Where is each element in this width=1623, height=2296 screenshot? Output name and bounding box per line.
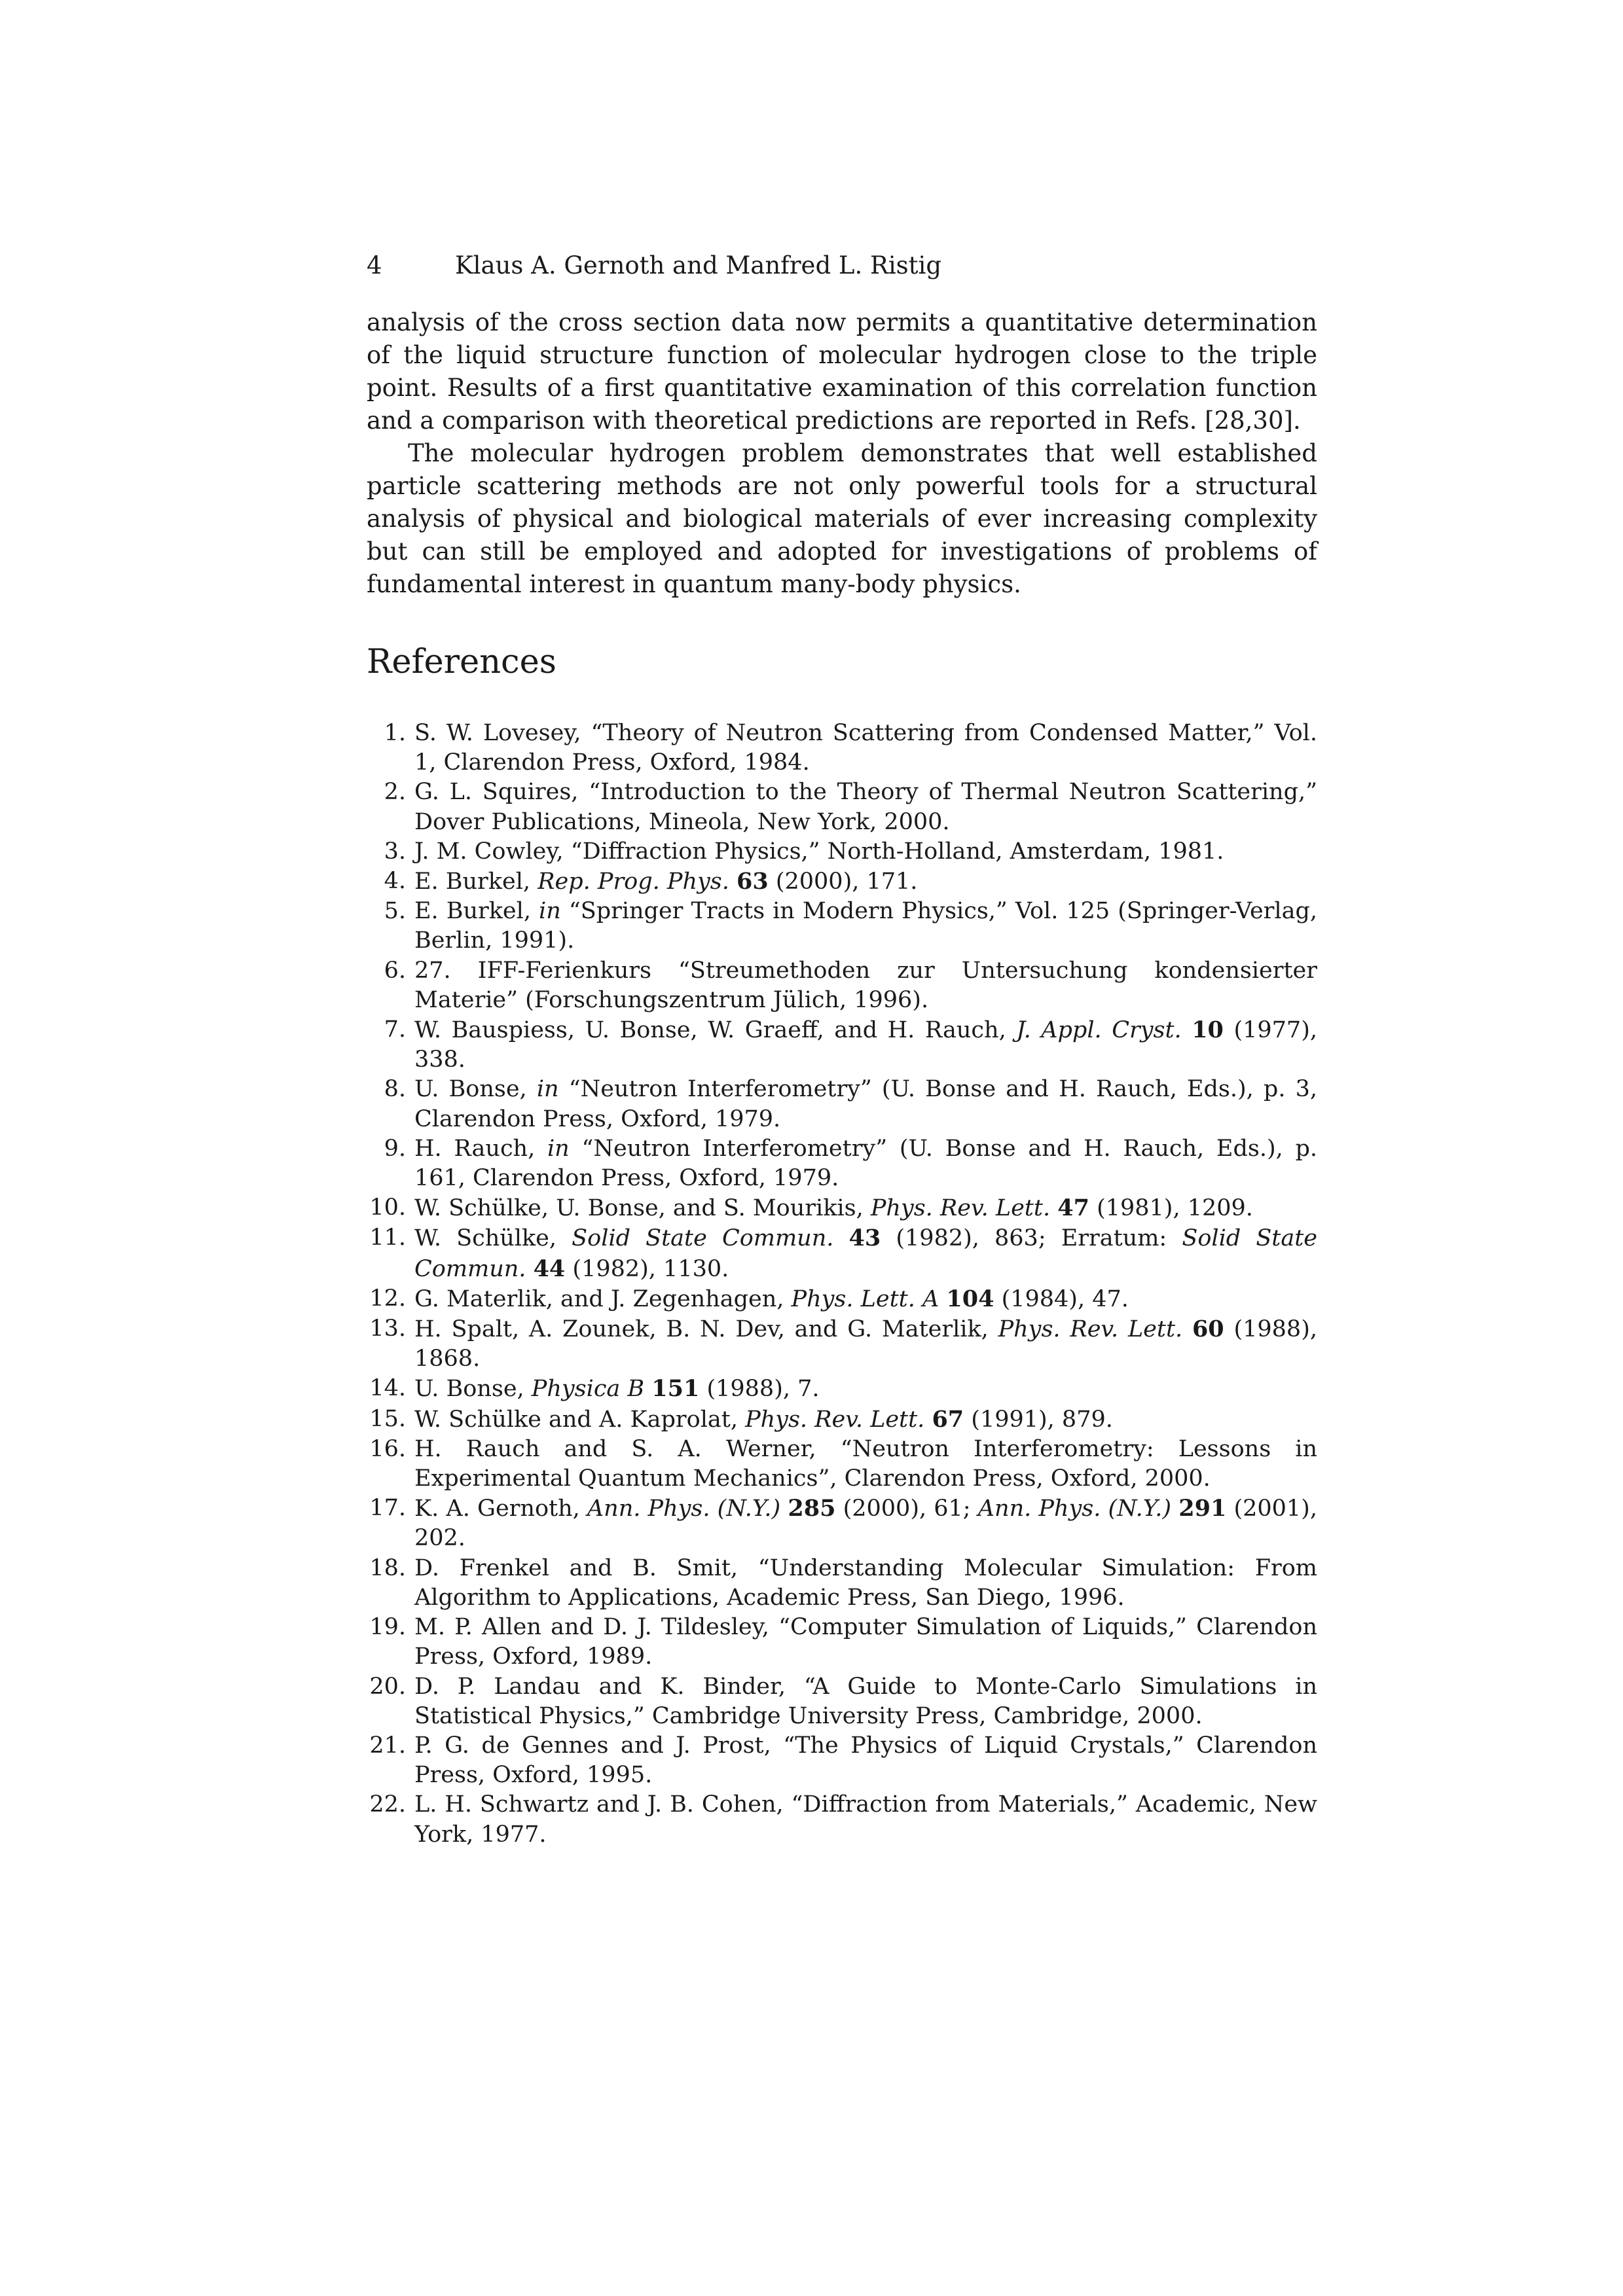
reference-number: 3. [384,838,406,865]
reference-text: (1988), 7. [699,1376,820,1403]
reference-text: E. Burkel, [414,898,539,925]
reference-volume: 10 [1192,1016,1224,1044]
reference-number: 1. [384,720,406,746]
reference-text: (1984), 47. [994,1285,1129,1312]
reference-text: (1991), 879. [964,1406,1113,1433]
reference-item [367,719,1317,778]
reference-volume: 104 [946,1285,994,1312]
reference-italic-text: Physica B [531,1376,645,1403]
reference-volume: 151 [651,1375,700,1403]
reference-item [367,1554,1317,1613]
reference-italic-text: J. Appl. Cryst. [1016,1017,1182,1044]
reference-italic-text: Solid State Commun. [572,1225,834,1252]
reference-number: 22. [369,1791,406,1818]
reference-number: 11. [369,1225,406,1251]
reference-number: 18. [369,1554,406,1581]
reference-item [367,897,1317,956]
reference-italic-text: in [536,1076,559,1103]
reference-text: H. Spalt, A. Zounek, B. N. Dev, and G. Materlik, [414,1316,998,1343]
reference-volume: 44 [533,1255,566,1282]
running-header [367,251,941,280]
reference-italic-text: Phys. Lett. A [791,1285,939,1312]
body-paragraph: The molecular hydrogen problem demonstrates that well established particle scattering methods are not only powerful tools for a structural analysis of physical and biological materials of ever increasing complexity but can still be employed and adopted for investigations of problems of fundamental interest in quantum many-body physics. [367,439,1317,598]
reference-text [833,1225,848,1251]
reference-text: “Neutron Interferometry” (U. Bonse and H. Rauch, Eds.), p. 3, Clarendon Press, Oxford, 1979. [414,1076,1317,1132]
reference-text [924,1407,932,1433]
reference-number: 19. [369,1614,406,1641]
reference-text [1182,1316,1192,1342]
reference-text: (2001), 202. [414,1496,1317,1552]
reference-text: (2000), 171. [768,869,918,895]
references-list [367,719,1317,1850]
reference-number: 7. [384,1016,406,1043]
reference-number: 17. [369,1495,406,1522]
reference-number: 14. [369,1375,406,1402]
reference-text: U. Bonse, [414,1076,537,1103]
reference-number: 13. [369,1316,406,1342]
reference-item [367,1075,1317,1134]
reference-item [367,837,1317,867]
reference-item [367,1193,1317,1223]
reference-italic-text: Ann. Phys. (N.Y.) [587,1496,781,1522]
reference-text: P. G. de Gennes and J. Prost, “The Physics of Liquid Crystals,” Clarendon Press, Oxford, 1995. [414,1732,1317,1789]
reference-volume: 291 [1178,1495,1227,1522]
reference-item [367,1284,1317,1314]
reference-text: J. M. Cowley, “Diffraction Physics,” North-Holland, Amsterdam, 1981. [414,838,1224,865]
reference-italic-text: Rep. Prog. Phys. [538,869,729,895]
reference-text: (1977), 338. [414,1017,1317,1073]
reference-text [1182,1017,1192,1043]
reference-volume: 285 [788,1495,836,1522]
reference-text: (1981), 1209. [1089,1195,1253,1222]
reference-text: D. P. Landau and K. Binder, “A Guide to Monte-Carlo Simulations in Statistical Physics,” Cambridge University Press, Cambridge, 2000. [414,1673,1317,1729]
reference-text: G. L. Squires, “Introduction to the Theory of Thermal Neutron Scattering,” Dover Publications, Mineola, New York, 2000. [414,779,1317,835]
reference-item [367,956,1317,1015]
reference-text: (1988), 1868. [414,1316,1317,1372]
reference-italic-text: Phys. Rev. Lett. [998,1316,1183,1343]
reference-text [729,869,737,895]
body-paragraph: analysis of the cross section data now permits a quantitative determination of the liquid structure function of molecular hydrogen close to the triple point. Results of a first quantitative examination of this correlation function and a comparison with theoretical predictions are reported in Refs. [28,30]. [367,308,1317,435]
reference-item [367,1134,1317,1193]
reference-number: 15. [369,1405,406,1432]
reference-text: U. Bonse, [414,1376,532,1403]
body-text [367,306,1317,601]
reference-volume: 60 [1192,1316,1224,1343]
reference-text: L. H. Schwartz and J. B. Cohen, “Diffraction from Materials,” Academic, New York, 1977. [414,1791,1317,1848]
reference-text: 27. IFF-Ferienkurs “Streumethoden zur Untersuchung kondensierter Materie” (Forschungszentrum Jülich, 1996). [414,957,1317,1013]
reference-volume: 63 [737,868,769,895]
reference-item [367,778,1317,836]
reference-italic-text: in [547,1135,570,1162]
reference-text: S. W. Lovesey, “Theory of Neutron Scattering from Condensed Matter,” Vol. 1, Clarendon Press, Oxford, 1984. [414,720,1317,776]
reference-text: E. Burkel, [414,869,538,895]
reference-text [526,1256,533,1282]
references-heading: References [367,643,556,681]
page-number: 4 [367,251,382,279]
reference-number: 20. [369,1673,406,1700]
reference-number: 21. [369,1732,406,1759]
reference-item [367,1494,1317,1553]
reference-text [644,1376,651,1402]
reference-text [1171,1496,1178,1522]
reference-number: 5. [384,898,406,925]
reference-text: (1982), 1130. [565,1255,729,1282]
reference-italic-text: Solid State Commun. [414,1225,1318,1282]
reference-text: G. Materlik, and J. Zegenhagen, [414,1285,792,1312]
reference-text: D. Frenkel and B. Smit, “Understanding Molecular Simulation: From Algorithm to Applications, Academic Press, San Diego, 1996. [414,1554,1317,1611]
reference-item [367,1613,1317,1672]
reference-text: “Springer Tracts in Modern Physics,” Vol. 125 (Springer-Verlag, Berlin, 1991). [414,898,1317,954]
reference-item [367,1374,1317,1404]
reference-text: W. Schülke, U. Bonse, and S. Mourikis, [414,1195,871,1222]
reference-text: “Neutron Interferometry” (U. Bonse and H. Rauch, Eds.), p. 161, Clarendon Press, Oxford, 1979. [414,1135,1317,1192]
reference-number: 4. [384,868,406,895]
reference-text: K. A. Gernoth, [414,1496,587,1522]
reference-text: M. P. Allen and D. J. Tildesley, “Computer Simulation of Liquids,” Clarendon Press, Oxford, 1989. [414,1614,1317,1670]
reference-number: 9. [384,1135,406,1162]
reference-number: 12. [369,1285,406,1312]
reference-number: 16. [369,1435,406,1462]
reference-number: 2. [384,779,406,806]
reference-text [1050,1195,1057,1221]
reference-text: (1982), 863; Erratum: [881,1225,1182,1252]
reference-item [367,1223,1317,1283]
reference-number: 10. [369,1194,406,1221]
reference-text [780,1496,788,1522]
reference-italic-text: in [539,898,561,925]
reference-text: H. Rauch and S. A. Werner, “Neutron Interferometry: Lessons in Experimental Quantum Mechanics”, Clarendon Press, Oxford, 2000. [414,1435,1317,1492]
reference-item [367,867,1317,897]
reference-volume: 67 [932,1405,964,1433]
reference-italic-text: Ann. Phys. (N.Y.) [977,1496,1172,1522]
reference-text: W. Bauspiess, U. Bonse, W. Graeff, and H. Rauch, [414,1017,1017,1044]
reference-number: 6. [384,957,406,984]
reference-item [367,1731,1317,1790]
reference-italic-text: Phys. Rev. Lett. [870,1195,1051,1222]
reference-text: H. Rauch, [414,1135,547,1162]
running-title: Klaus A. Gernoth and Manfred L. Ristig [455,251,942,279]
reference-number: 8. [384,1076,406,1103]
reference-item [367,1790,1317,1849]
reference-text: (2000), 61; [835,1496,978,1522]
reference-volume: 47 [1057,1194,1089,1222]
reference-text: W. Schülke and A. Kaprolat, [414,1406,746,1433]
reference-volume: 43 [848,1225,881,1252]
reference-item [367,1405,1317,1435]
reference-item [367,1435,1317,1494]
reference-text: W. Schülke, [414,1225,572,1252]
reference-item [367,1015,1317,1075]
reference-text [939,1286,946,1312]
reference-item [367,1314,1317,1374]
reference-italic-text: Phys. Rev. Lett. [745,1406,925,1433]
reference-item [367,1672,1317,1731]
